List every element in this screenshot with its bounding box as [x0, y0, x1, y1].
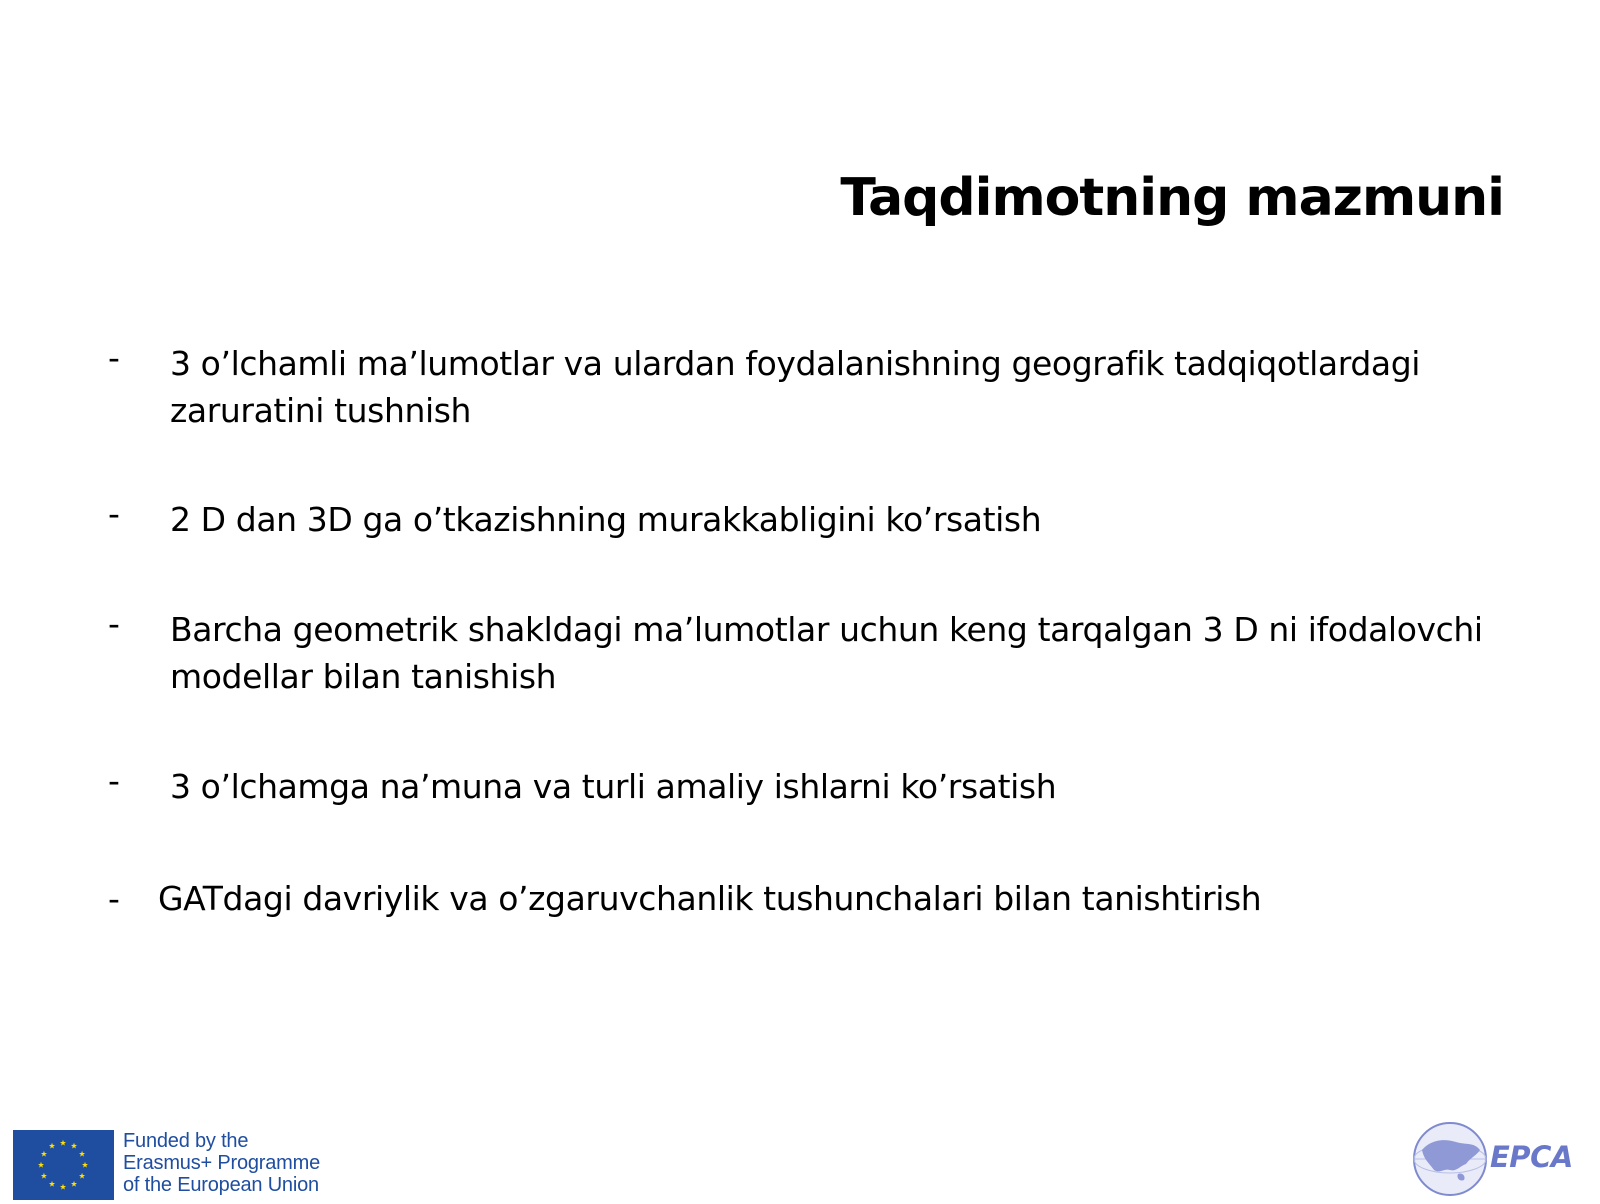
bullet-text	[170, 763, 1500, 810]
bullet-text	[170, 340, 1500, 434]
bullet-text	[158, 875, 1488, 922]
bullet-line: 3 o’lchamga na’muna va turli amaliy ishlarni ko’rsatish	[170, 767, 1057, 806]
bullet-text	[170, 606, 1500, 700]
bullet-line: Barcha geometrik shakldagi ma’lumotlar uchun keng tarqalgan 3 D ni ifodalovchi	[170, 610, 1483, 649]
bullet-text	[170, 496, 1500, 543]
epca-logo	[1410, 1120, 1580, 1198]
eu-funding-text	[123, 1130, 320, 1196]
globe-icon	[1410, 1120, 1490, 1198]
bullet-line: 2 D dan 3D ga o’tkazishning murakkabligini ko’rsatish	[170, 500, 1042, 539]
eu-funding-line: Funded by the	[123, 1130, 249, 1152]
eu-funding-line: Erasmus+ Programme	[123, 1152, 321, 1174]
eu-flag-icon	[13, 1130, 114, 1200]
bullet-dash: -	[108, 761, 120, 800]
bullet-dash: -	[108, 338, 120, 377]
bullet-dash: -	[108, 494, 120, 533]
bullet-line: modellar bilan tanishish	[170, 657, 557, 696]
bullet-dash: -	[108, 604, 120, 643]
eu-funding-line: of the European Union	[123, 1174, 319, 1196]
eu-erasmus-logo	[13, 1130, 333, 1200]
bullet-line: zaruratini tushnish	[170, 391, 472, 430]
eu-stars-icon	[13, 1130, 114, 1200]
slide-title: Taqdimotning mazmuni	[840, 168, 1504, 228]
bullet-line: GATdagi davriylik va o’zgaruvchanlik tushunchalari bilan tanishtirish	[158, 879, 1262, 918]
bullet-dash: -	[108, 879, 120, 918]
epca-logo-text: EPCA	[1490, 1140, 1573, 1174]
bullet-line: 3 o’lchamli ma’lumotlar va ulardan foydalanishning geografik tadqiqotlardagi	[170, 344, 1421, 383]
